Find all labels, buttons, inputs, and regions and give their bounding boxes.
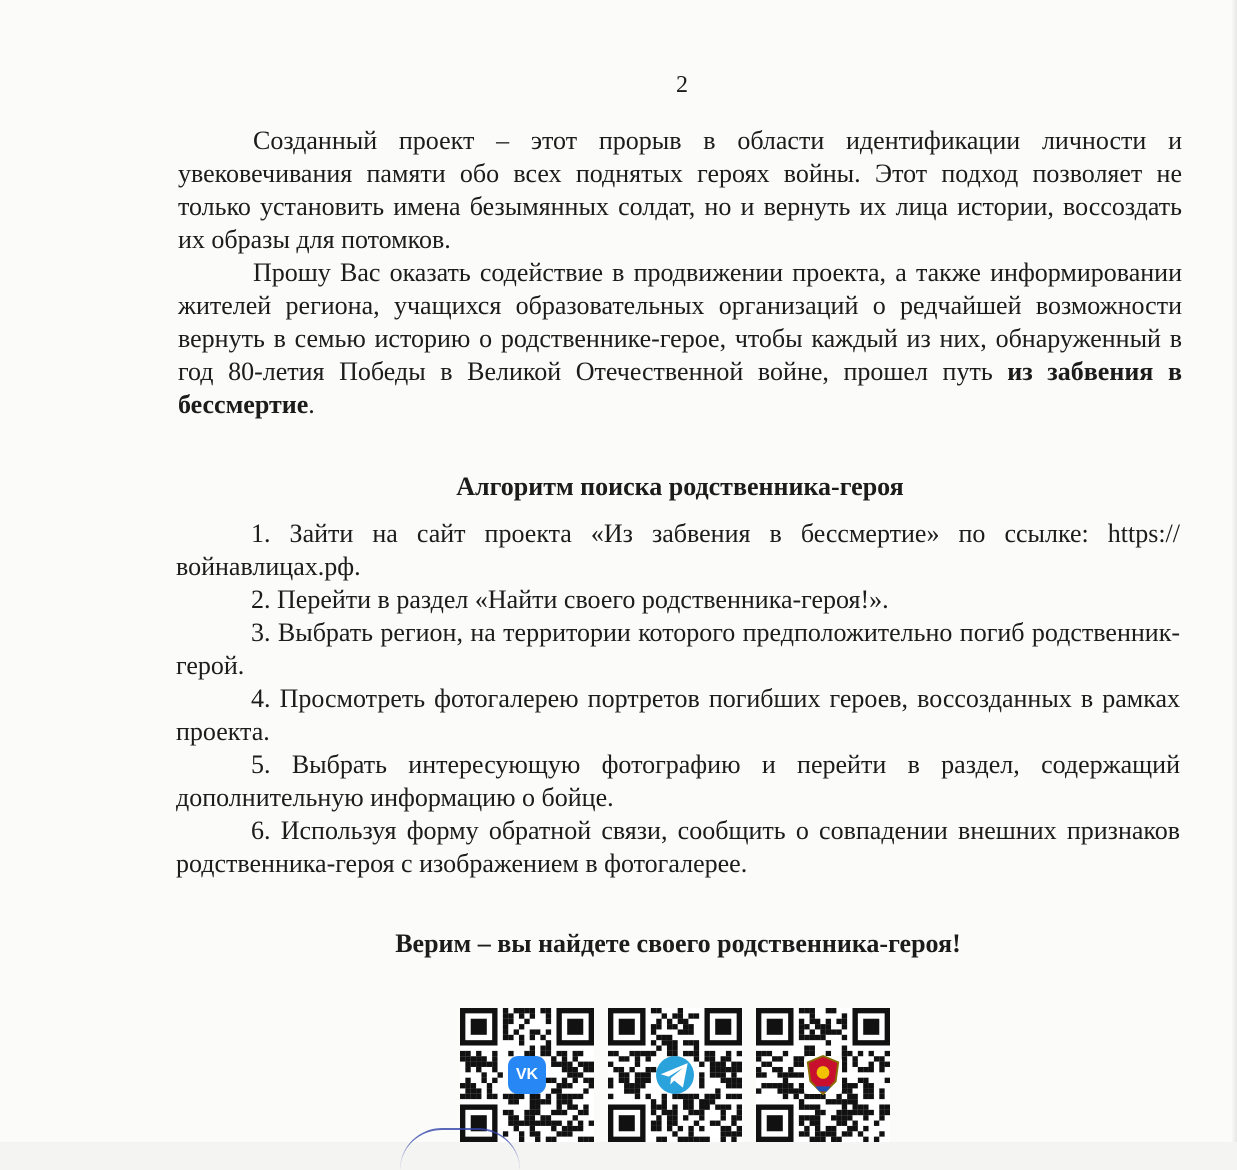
step-2: 2. Перейти в раздел «Найти своего родственника-героя!». bbox=[251, 585, 889, 614]
closing-line: Верим – вы найдете своего родственника-героя! bbox=[395, 929, 961, 958]
paragraph-project-text: Созданный проект – этот прорыв в области идентификации личности и увековечивания памяти обо всех поднятых героях войны. Этот подход позволяет не только установить имена безымянных солдат, но и вернуть их лица истории, воссоздать их образы для потомков. bbox=[178, 126, 1182, 254]
paragraph-request-text: Прошу Вас оказать содействие в продвижении проекта, а также информировании жителей региона, учащихся образовательных организаций о редчайшей возможности вернуть в семью историю о родственнике-герое, чтобы каждый из них, обнаруженный в год 80-летия Победы в Великой Отечественной войне, прошел путь bbox=[178, 258, 1182, 386]
step-6: 6. Используя форму обратной связи, сообщить о совпадении внешних признаков родственника-героя с изображением в фотогалерее. bbox=[176, 816, 1180, 878]
qr-code-row bbox=[460, 1008, 890, 1142]
telegram-logo-icon bbox=[656, 1056, 694, 1094]
paragraph-request-emphasis: из забвения в бессмертие bbox=[178, 357, 1183, 419]
paragraph-request bbox=[178, 256, 1182, 421]
paragraph-request-end: . bbox=[308, 390, 315, 419]
page-number: 2 bbox=[676, 72, 688, 98]
paragraph-project bbox=[178, 124, 1182, 256]
qr-code-emblem bbox=[756, 1008, 890, 1142]
qr-code-telegram bbox=[608, 1008, 742, 1142]
step-4: 4. Просмотреть фотогалерею портретов погибших героев, воссозданных в рамках проекта. bbox=[176, 684, 1180, 746]
qr-code-vk bbox=[460, 1008, 594, 1142]
steps-list bbox=[176, 517, 1180, 880]
step-1: 1. Зайти на сайт проекта «Из забвения в бессмертие» по ссылке: https://войнавлицах.рф. bbox=[176, 519, 1180, 581]
page-edge-shadow bbox=[1231, 0, 1237, 1142]
vk-logo-icon: VK bbox=[508, 1056, 546, 1094]
emblem-icon bbox=[804, 1056, 842, 1094]
step-5: 5. Выбрать интересующую фотографию и перейти в раздел, содержащий дополнительную информацию о бойце. bbox=[176, 750, 1180, 812]
step-3: 3. Выбрать регион, на территории которого предположительно погиб родственник-герой. bbox=[176, 618, 1180, 680]
algorithm-heading: Алгоритм поиска родственника-героя bbox=[456, 472, 904, 501]
body-text bbox=[178, 124, 1182, 421]
